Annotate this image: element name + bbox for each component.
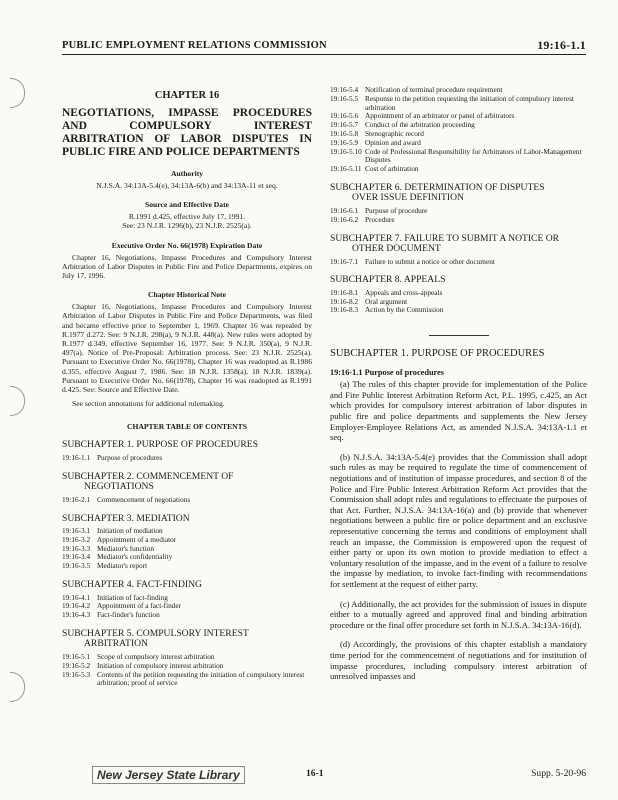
paragraph-d: (d) Accordingly, the provisions of this chapter establish a mandatory time period for the commencement of negotiations and for institution of impasse procedures, including compulsory interest arbitration of unresolved impasses and: [330, 639, 587, 682]
toc-subchapter-title-cont: NEGOTIATIONS: [84, 481, 154, 493]
toc-list: [62, 496, 312, 505]
paragraph-a: (a) The rules of this chapter provide for implementation of the Police and Fire Public Interest Arbitration Reform Act, P.L. 1995, c.425, an Act which provides for compulsory interest arbitration of labor disputes in public fire and police departments and supplements the New Jersey Employer-Employee Relations Act, as amended N.J.S.A. 34:13A-1.1 et seq.: [330, 379, 587, 443]
toc-subchapter-title: SUBCHAPTER 2. COMMENCEMENT OF: [62, 470, 234, 482]
toc-entry: [62, 496, 312, 505]
library-stamp: New Jersey State Library: [92, 766, 245, 784]
toc-entry-number: 19:16-5.3: [62, 669, 91, 679]
toc-subchapter-heading: [62, 440, 312, 451]
punch-hole: [10, 386, 25, 416]
toc-subchapter-heading: [330, 275, 587, 286]
right-toc: [330, 183, 587, 315]
toc-subchapter-title: SUBCHAPTER 8. APPEALS: [330, 274, 446, 286]
toc-subchapter-title: SUBCHAPTER 5. COMPULSORY INTEREST: [62, 627, 249, 639]
toc-list: [62, 454, 312, 463]
toc-entry-number: 19:16-1.1: [62, 452, 91, 462]
toc-subchapter-title-cont: OVER ISSUE DEFINITION: [352, 192, 464, 204]
header-section: 19:16-1.1: [537, 38, 586, 52]
toc-entry-number: 19:16-3.2: [62, 534, 91, 544]
toc-entry-number: 19:16-5.11: [330, 164, 362, 174]
toc-entry-number: 19:16-5.2: [62, 660, 91, 670]
toc-subchapter-title: SUBCHAPTER 7. FAILURE TO SUBMIT A NOTICE OR: [330, 232, 560, 244]
toc-subchapter-title-cont: OTHER DOCUMENT: [352, 243, 441, 255]
authority-text: N.J.S.A. 34:13A-5.4(e), 34:13A-6(b) and 34:13A-11 et seq.: [96, 181, 278, 190]
toc-entry-number: 19:16-8.3: [330, 305, 359, 315]
toc-entry-number: 19:16-5.6: [330, 111, 359, 121]
divider-rule: [429, 335, 489, 336]
toc-entry-title: Initiation of fact-finding: [97, 592, 168, 602]
toc-entry-title: Appointment of a mediator: [97, 534, 177, 544]
toc-subchapter-title: SUBCHAPTER 1. PURPOSE OF PROCEDURES: [62, 439, 258, 451]
toc-subchapter-title: SUBCHAPTER 4. FACT-FINDING: [62, 579, 202, 591]
toc-entry-title: Initiation of compulsory interest arbitration: [97, 660, 224, 670]
toc-entry: [330, 216, 587, 225]
toc-entry-title: Purpose of procedure: [365, 205, 428, 215]
toc-entry: [330, 95, 587, 113]
toc-entry-title: Appointment of a fact-finder: [97, 601, 182, 611]
toc-entry-number: 19:16-5.5: [330, 93, 359, 103]
toc-entry-title: Conduct of the arbitration proceeding: [365, 120, 475, 130]
toc-list: [330, 289, 587, 315]
toc-entry-number: 19:16-3.1: [62, 526, 91, 536]
toc-entry: [330, 258, 587, 267]
toc-entry-title: Procedure: [365, 214, 395, 224]
toc-entry-number: 19:16-3.4: [62, 552, 91, 562]
toc-entry-title: Mediator's function: [97, 543, 155, 553]
exec-order-text: Chapter 16, Negotiations, Impasse Procedures and Compulsory Interest Arbitration of Labor Disputes in Public Fire and Police Departments, expires on July 17, 1996.: [62, 252, 312, 281]
exec-order-heading: Executive Order No. 66(1978) Expiration Date: [111, 240, 263, 250]
toc-entry-number: 19:16-7.1: [330, 256, 359, 266]
toc-entry-title: Cost of arbitration: [365, 164, 419, 174]
source-line: See: 23 N.J.R. 1296(b), 23 N.J.R. 2525(a).: [122, 221, 252, 231]
chapter-number: CHAPTER 16: [154, 90, 220, 101]
toc-subchapter-title: SUBCHAPTER 6. DETERMINATION OF DISPUTES: [330, 181, 545, 193]
right-column: [330, 86, 587, 682]
toc-entry-number: 19:16-6.2: [330, 214, 359, 224]
toc-list: [62, 653, 312, 688]
history-text: Chapter 16, Negotiations, Impasse Procedures and Compulsory Interest Arbitration of Labor Disputes in Public Fire and Police Departments, was filed and became effective prior to September 1, 1969. Chapter 16 was repealed by R.1977 d.272. See: 9 N.J.R. 298(a), 9 N.J.R. 448(a). New rules were adopted by R.1977 d.349, effective September 16, 1977. See: 9 N.J.R. 350(a), 9 N.J.R. 497(a). Notice of Pre-Proposal: Arbitration process. See: 23 N.J.R. 2525(a). Pursuant to Executive Order No. 66(1978), Chapter 16 was readopted as R.1986 d.355, effective August 7, 1986. See: 18 N.J.R. 1358(a), 18 N.J.R. 1839(a). Pursuant to Executive Order No. 66(1978), Chapter 16 was readopted as R.1991 d.425. See: Source and Effective Date.: [62, 302, 312, 395]
toc-entry-title: Purpose of procedures: [97, 452, 163, 462]
toc-entry-number: 19:16-5.9: [330, 137, 359, 147]
toc-entry-number: 19:16-8.2: [330, 296, 359, 306]
chapter-title: NEGOTIATIONS, IMPASSE PROCEDURES AND COMPULSORY INTEREST ARBITRATION OF LABOR DISPUTES IN PUBLIC FIRE AND POLICE DEPARTMENTS: [62, 107, 312, 158]
toc-subchapter-title-cont: ARBITRATION: [84, 638, 148, 650]
paragraph-b: (b) N.J.S.A. 34:13A-5.4(e) provides that the Commission shall adopt such rules as may be required to regulate the time of commencement of negotiations and of institution of impasse procedures, and section 8 of the Police and Fire Public Interest Arbitration Reform Act provides that the Commission shall adopt rules and regulations to effectuate the purposes of that Act. Further, N.J.S.A. 34:13A-16(a) and (b) provide that whenever negotiations between a public fire or police department and an exclusive representative concerning the terms and conditions of employment shall reach an impasse, the Commission is empowered upon the request of either party or upon its own motion to provide mediation to effect a voluntary resolution of the impasse, and in the event of a failure to resolve the impasse by mediation, to invoke fact-finding with recommendations for settlement at the request of either party.: [330, 451, 587, 589]
toc-entry-title: Opinion and award: [365, 137, 421, 147]
punch-hole: [10, 78, 25, 108]
toc-entry-number: 19:16-3.3: [62, 543, 91, 553]
toc-subchapter-heading: [62, 629, 312, 650]
toc-list: [330, 207, 587, 225]
toc-entry-title: Appointment of an arbitrator or panel of arbitrators: [365, 111, 515, 121]
toc-entry-title: Failure to submit a notice or other document: [365, 256, 495, 266]
toc-entry-number: 19:16-2.1: [62, 494, 91, 504]
left-toc: [62, 440, 312, 688]
footer: [62, 766, 586, 786]
toc-entry-number: 19:16-5.4: [330, 85, 359, 94]
body-subchapter-heading: SUBCHAPTER 1. PURPOSE OF PROCEDURES: [330, 348, 545, 360]
toc-list: [62, 594, 312, 620]
toc-entry-number: 19:16-5.10: [330, 146, 362, 156]
toc-entry-title: Mediator's report: [97, 561, 148, 571]
toc-entry-title: Commencement of negotiations: [97, 494, 191, 504]
toc-entry-title: Initiation of mediation: [97, 526, 163, 536]
toc-entry-number: 19:16-4.1: [62, 592, 91, 602]
toc-subchapter-heading: [62, 580, 312, 591]
supplement-date: Supp. 5-20-96: [531, 768, 586, 779]
toc-list: [330, 258, 587, 267]
header-title: PUBLIC EMPLOYMENT RELATIONS COMMISSION: [62, 40, 327, 51]
section-heading: 19:16-1.1 Purpose of procedures: [330, 368, 444, 378]
toc-entry-number: 19:16-8.1: [330, 287, 359, 297]
toc-entry-title: Scope of compulsory interest arbitration: [97, 651, 215, 661]
toc-entry-title: Code of Professional Responsibility for Arbitrators of Labor-Management Disputes: [365, 146, 582, 165]
toc-entry-number: 19:16-4.2: [62, 601, 91, 611]
toc-heading: CHAPTER TABLE OF CONTENTS: [127, 422, 247, 432]
see-note: See section annotations for additional rulemaking.: [72, 399, 225, 409]
toc-entry-title: Fact-finder's function: [97, 610, 160, 620]
toc-entry-title: Oral argument: [365, 296, 408, 306]
toc-entry-title: Appeals and cross-appeals: [365, 287, 443, 297]
toc-entry-title: Stenographic record: [365, 128, 424, 138]
toc-entry: [62, 562, 312, 571]
toc-entry-number: 19:16-5.7: [330, 120, 359, 130]
left-column: [62, 86, 312, 688]
punch-hole: [10, 672, 25, 702]
toc-entry-title: Response to the petition requesting the initiation of compulsory interest arbitration: [365, 93, 574, 112]
history-heading: Chapter Historical Note: [148, 290, 226, 300]
toc-subchapter-heading: [330, 234, 587, 255]
toc-entry: [330, 165, 587, 174]
toc-list: [62, 527, 312, 571]
paragraph-c: (c) Additionally, the act provides for the submission of issues in dispute either to a mutually agreed and approved final and binding arbitration procedure or the final offer procedure set forth in N.J.S.A. 34:13A-16(d).: [330, 598, 587, 630]
toc-subchapter-heading: [62, 514, 312, 525]
authority-heading: Authority: [170, 169, 204, 178]
toc-entry: [62, 671, 312, 689]
toc-entry: [330, 148, 587, 166]
toc-subchapter-title: SUBCHAPTER 3. MEDIATION: [62, 512, 190, 524]
page-number: 16-1: [306, 768, 324, 779]
toc-entry-number: 19:16-4.3: [62, 610, 91, 620]
toc-entry-number: 19:16-6.1: [330, 205, 359, 215]
toc-entry: [62, 454, 312, 463]
source-heading: Source and Effective Date: [144, 200, 229, 210]
source-line: R.1991 d.425, effective July 17, 1991.: [128, 212, 246, 222]
toc-entry-number: 19:16-5.8: [330, 128, 359, 138]
toc-continued: [330, 86, 587, 174]
toc-entry-number: 19:16-3.5: [62, 561, 91, 571]
toc-subchapter-heading: [330, 183, 587, 204]
running-header: [62, 38, 586, 55]
toc-entry-number: 19:16-5.1: [62, 651, 91, 661]
toc-entry-title: Mediator's confidentiality: [97, 552, 173, 562]
toc-entry-title: Action by the Commission: [365, 305, 444, 315]
toc-entry: [330, 306, 587, 315]
toc-entry-title: Notification of terminal procedure requirement: [365, 85, 503, 94]
toc-entry: [62, 611, 312, 620]
toc-subchapter-heading: [62, 472, 312, 493]
toc-entry-title: Contents of the petition requesting the initiation of compulsory interest arbitration; proof of service: [97, 669, 305, 688]
